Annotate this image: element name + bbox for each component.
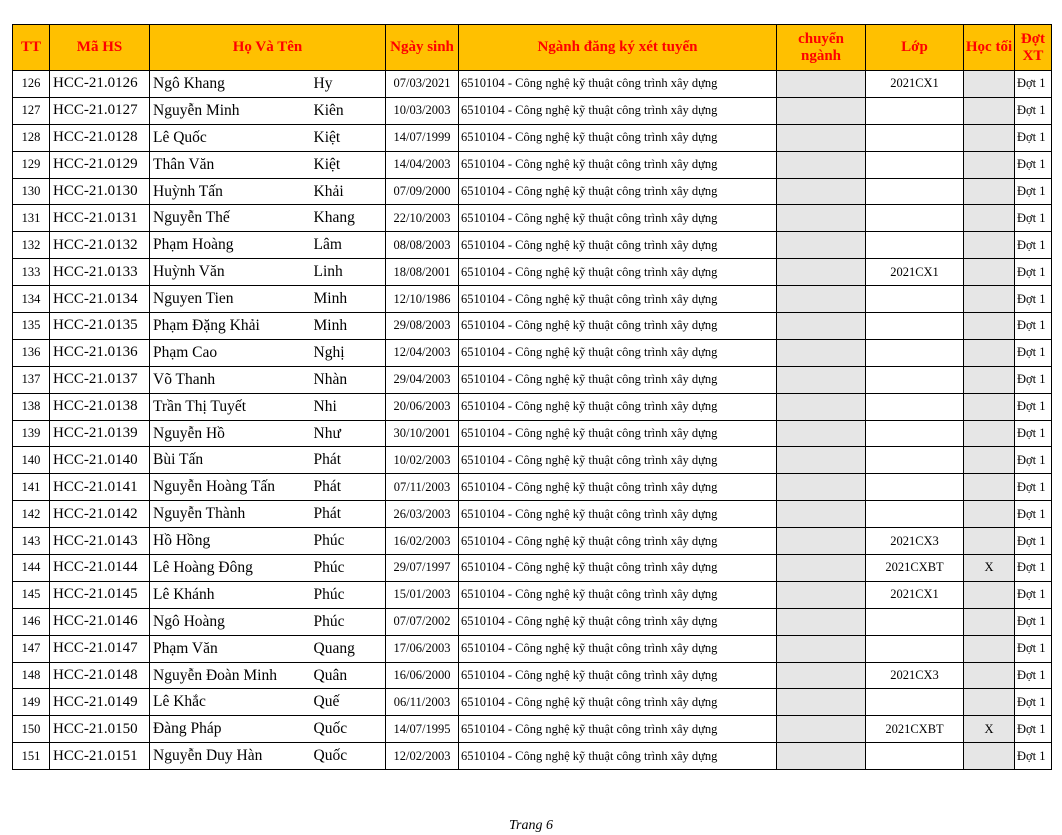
cell-hoc-toi (964, 420, 1015, 447)
cell-ho: Huỳnh Tấn (150, 178, 312, 205)
cell-hoc-toi (964, 151, 1015, 178)
table-row (13, 662, 1052, 689)
cell-tt: 145 (13, 581, 50, 608)
cell-dot-xt: Đợt 1 (1015, 635, 1052, 662)
cell-lop (866, 286, 964, 313)
cell-ma-hs: HCC-21.0147 (50, 635, 150, 662)
cell-ma-hs: HCC-21.0139 (50, 420, 150, 447)
cell-dot-xt: Đợt 1 (1015, 662, 1052, 689)
cell-nganh: 6510104 - Công nghệ kỹ thuật công trình xây dựng (459, 124, 777, 151)
cell-lop: 2021CXBT (866, 716, 964, 743)
header-chuyen-nganh: chuyển ngành (777, 25, 866, 71)
cell-tt: 144 (13, 555, 50, 582)
cell-dot-xt: Đợt 1 (1015, 555, 1052, 582)
cell-hoc-toi (964, 313, 1015, 340)
cell-ten: Kiệt (312, 151, 386, 178)
table-row (13, 259, 1052, 286)
cell-ho: Lê Quốc (150, 124, 312, 151)
cell-chuyen-nganh (777, 178, 866, 205)
cell-dot-xt: Đợt 1 (1015, 124, 1052, 151)
cell-tt: 143 (13, 528, 50, 555)
cell-hoc-toi (964, 71, 1015, 98)
cell-lop (866, 232, 964, 259)
cell-ten: Như (312, 420, 386, 447)
cell-hoc-toi (964, 339, 1015, 366)
cell-dot-xt: Đợt 1 (1015, 151, 1052, 178)
cell-dot-xt: Đợt 1 (1015, 474, 1052, 501)
header-dot-xt: Đợt XT (1015, 25, 1052, 71)
cell-ngay-sinh: 07/09/2000 (386, 178, 459, 205)
cell-lop (866, 743, 964, 770)
cell-chuyen-nganh (777, 420, 866, 447)
cell-lop (866, 689, 964, 716)
cell-ten: Khải (312, 178, 386, 205)
cell-nganh: 6510104 - Công nghệ kỹ thuật công trình xây dựng (459, 366, 777, 393)
cell-ma-hs: HCC-21.0130 (50, 178, 150, 205)
cell-tt: 130 (13, 178, 50, 205)
cell-tt: 131 (13, 205, 50, 232)
cell-ho: Huỳnh Văn (150, 259, 312, 286)
cell-dot-xt: Đợt 1 (1015, 71, 1052, 98)
cell-chuyen-nganh (777, 339, 866, 366)
cell-ngay-sinh: 14/04/2003 (386, 151, 459, 178)
cell-lop (866, 339, 964, 366)
cell-chuyen-nganh (777, 716, 866, 743)
cell-ngay-sinh: 29/07/1997 (386, 555, 459, 582)
cell-ho: Nguyễn Thế (150, 205, 312, 232)
cell-ma-hs: HCC-21.0151 (50, 743, 150, 770)
cell-dot-xt: Đợt 1 (1015, 339, 1052, 366)
cell-ten: Nhàn (312, 366, 386, 393)
cell-tt: 133 (13, 259, 50, 286)
cell-hoc-toi: X (964, 716, 1015, 743)
header-ma-hs: Mã HS (50, 25, 150, 71)
cell-ten: Kiệt (312, 124, 386, 151)
cell-hoc-toi (964, 528, 1015, 555)
cell-ma-hs: HCC-21.0131 (50, 205, 150, 232)
cell-chuyen-nganh (777, 259, 866, 286)
cell-nganh: 6510104 - Công nghệ kỹ thuật công trình xây dựng (459, 528, 777, 555)
cell-ten: Khang (312, 205, 386, 232)
cell-nganh: 6510104 - Công nghệ kỹ thuật công trình xây dựng (459, 608, 777, 635)
table-row (13, 71, 1052, 98)
cell-lop (866, 366, 964, 393)
cell-tt: 150 (13, 716, 50, 743)
cell-hoc-toi (964, 662, 1015, 689)
cell-dot-xt: Đợt 1 (1015, 743, 1052, 770)
cell-chuyen-nganh (777, 581, 866, 608)
cell-nganh: 6510104 - Công nghệ kỹ thuật công trình xây dựng (459, 313, 777, 340)
table-row (13, 124, 1052, 151)
cell-nganh: 6510104 - Công nghệ kỹ thuật công trình xây dựng (459, 286, 777, 313)
cell-ten: Kiên (312, 97, 386, 124)
cell-tt: 149 (13, 689, 50, 716)
cell-hoc-toi (964, 635, 1015, 662)
cell-ho: Lê Khắc (150, 689, 312, 716)
header-nganh: Ngành đăng ký xét tuyển (459, 25, 777, 71)
cell-ma-hs: HCC-21.0126 (50, 71, 150, 98)
cell-dot-xt: Đợt 1 (1015, 313, 1052, 340)
cell-lop: 2021CXBT (866, 555, 964, 582)
cell-ngay-sinh: 29/08/2003 (386, 313, 459, 340)
cell-chuyen-nganh (777, 393, 866, 420)
cell-lop: 2021CX3 (866, 528, 964, 555)
cell-nganh: 6510104 - Công nghệ kỹ thuật công trình xây dựng (459, 689, 777, 716)
page-footer: Trang 6 (509, 818, 553, 833)
cell-chuyen-nganh (777, 635, 866, 662)
cell-ma-hs: HCC-21.0135 (50, 313, 150, 340)
cell-lop (866, 97, 964, 124)
cell-lop (866, 178, 964, 205)
cell-lop (866, 501, 964, 528)
cell-nganh: 6510104 - Công nghệ kỹ thuật công trình xây dựng (459, 501, 777, 528)
cell-ngay-sinh: 12/10/1986 (386, 286, 459, 313)
cell-ma-hs: HCC-21.0150 (50, 716, 150, 743)
cell-chuyen-nganh (777, 205, 866, 232)
cell-tt: 136 (13, 339, 50, 366)
table-row (13, 447, 1052, 474)
cell-ma-hs: HCC-21.0129 (50, 151, 150, 178)
table-row (13, 608, 1052, 635)
cell-lop (866, 474, 964, 501)
cell-tt: 126 (13, 71, 50, 98)
cell-dot-xt: Đợt 1 (1015, 608, 1052, 635)
cell-tt: 128 (13, 124, 50, 151)
table-row (13, 555, 1052, 582)
cell-hoc-toi (964, 743, 1015, 770)
cell-ma-hs: HCC-21.0133 (50, 259, 150, 286)
cell-chuyen-nganh (777, 743, 866, 770)
cell-dot-xt: Đợt 1 (1015, 528, 1052, 555)
cell-ten: Minh (312, 286, 386, 313)
cell-nganh: 6510104 - Công nghệ kỹ thuật công trình xây dựng (459, 555, 777, 582)
cell-ten: Minh (312, 313, 386, 340)
cell-ho: Lê Khánh (150, 581, 312, 608)
cell-tt: 148 (13, 662, 50, 689)
cell-ho: Nguyễn Duy Hàn (150, 743, 312, 770)
cell-ten: Linh (312, 259, 386, 286)
cell-ten: Phúc (312, 608, 386, 635)
cell-ten: Nhi (312, 393, 386, 420)
cell-chuyen-nganh (777, 447, 866, 474)
cell-ngay-sinh: 14/07/1999 (386, 124, 459, 151)
cell-chuyen-nganh (777, 124, 866, 151)
cell-nganh: 6510104 - Công nghệ kỹ thuật công trình xây dựng (459, 232, 777, 259)
cell-ma-hs: HCC-21.0138 (50, 393, 150, 420)
cell-ngay-sinh: 06/11/2003 (386, 689, 459, 716)
cell-tt: 141 (13, 474, 50, 501)
cell-nganh: 6510104 - Công nghệ kỹ thuật công trình xây dựng (459, 635, 777, 662)
cell-ngay-sinh: 07/11/2003 (386, 474, 459, 501)
cell-tt: 137 (13, 366, 50, 393)
cell-nganh: 6510104 - Công nghệ kỹ thuật công trình xây dựng (459, 716, 777, 743)
table-row (13, 474, 1052, 501)
cell-ho: Ngô Khang (150, 71, 312, 98)
cell-chuyen-nganh (777, 97, 866, 124)
cell-ma-hs: HCC-21.0136 (50, 339, 150, 366)
cell-ho: Thân Văn (150, 151, 312, 178)
cell-chuyen-nganh (777, 366, 866, 393)
cell-ngay-sinh: 30/10/2001 (386, 420, 459, 447)
cell-lop (866, 393, 964, 420)
cell-ngay-sinh: 10/02/2003 (386, 447, 459, 474)
cell-hoc-toi (964, 581, 1015, 608)
cell-chuyen-nganh (777, 528, 866, 555)
header-ho-ten: Họ Và Tên (150, 25, 386, 71)
cell-tt: 127 (13, 97, 50, 124)
table-row (13, 501, 1052, 528)
table-row (13, 420, 1052, 447)
cell-lop (866, 635, 964, 662)
cell-lop (866, 420, 964, 447)
cell-dot-xt: Đợt 1 (1015, 232, 1052, 259)
cell-chuyen-nganh (777, 689, 866, 716)
table-row (13, 151, 1052, 178)
cell-lop (866, 151, 964, 178)
cell-nganh: 6510104 - Công nghệ kỹ thuật công trình xây dựng (459, 178, 777, 205)
cell-tt: 140 (13, 447, 50, 474)
cell-nganh: 6510104 - Công nghệ kỹ thuật công trình xây dựng (459, 420, 777, 447)
cell-hoc-toi (964, 393, 1015, 420)
cell-ngay-sinh: 29/04/2003 (386, 366, 459, 393)
cell-ma-hs: HCC-21.0137 (50, 366, 150, 393)
cell-lop (866, 205, 964, 232)
cell-nganh: 6510104 - Công nghệ kỹ thuật công trình xây dựng (459, 474, 777, 501)
table-row (13, 339, 1052, 366)
cell-ngay-sinh: 08/08/2003 (386, 232, 459, 259)
cell-hoc-toi (964, 259, 1015, 286)
cell-dot-xt: Đợt 1 (1015, 581, 1052, 608)
table-row (13, 178, 1052, 205)
header-lop: Lớp (866, 25, 964, 71)
cell-tt: 138 (13, 393, 50, 420)
cell-ho: Phạm Cao (150, 339, 312, 366)
cell-ten: Phúc (312, 581, 386, 608)
cell-ten: Quế (312, 689, 386, 716)
cell-ten: Quốc (312, 743, 386, 770)
cell-ho: Nguyễn Hồ (150, 420, 312, 447)
cell-lop (866, 608, 964, 635)
cell-lop: 2021CX3 (866, 662, 964, 689)
cell-nganh: 6510104 - Công nghệ kỹ thuật công trình xây dựng (459, 205, 777, 232)
cell-ngay-sinh: 26/03/2003 (386, 501, 459, 528)
cell-ngay-sinh: 17/06/2003 (386, 635, 459, 662)
cell-chuyen-nganh (777, 286, 866, 313)
cell-ho: Phạm Văn (150, 635, 312, 662)
cell-tt: 135 (13, 313, 50, 340)
cell-ngay-sinh: 07/03/2021 (386, 71, 459, 98)
cell-hoc-toi (964, 97, 1015, 124)
cell-tt: 132 (13, 232, 50, 259)
cell-ma-hs: HCC-21.0145 (50, 581, 150, 608)
cell-ma-hs: HCC-21.0132 (50, 232, 150, 259)
cell-ten: Quốc (312, 716, 386, 743)
header-row (13, 25, 1052, 71)
cell-hoc-toi (964, 286, 1015, 313)
cell-ngay-sinh: 16/02/2003 (386, 528, 459, 555)
cell-ma-hs: HCC-21.0134 (50, 286, 150, 313)
cell-ma-hs: HCC-21.0146 (50, 608, 150, 635)
table-row (13, 97, 1052, 124)
table-row (13, 393, 1052, 420)
table-row (13, 716, 1052, 743)
cell-dot-xt: Đợt 1 (1015, 716, 1052, 743)
table-row (13, 635, 1052, 662)
cell-ten: Nghị (312, 339, 386, 366)
cell-nganh: 6510104 - Công nghệ kỹ thuật công trình xây dựng (459, 662, 777, 689)
cell-chuyen-nganh (777, 555, 866, 582)
cell-lop: 2021CX1 (866, 71, 964, 98)
header-hoc-toi: Học tối (964, 25, 1015, 71)
cell-chuyen-nganh (777, 151, 866, 178)
table-row (13, 581, 1052, 608)
cell-dot-xt: Đợt 1 (1015, 286, 1052, 313)
cell-ma-hs: HCC-21.0143 (50, 528, 150, 555)
cell-chuyen-nganh (777, 608, 866, 635)
cell-ngay-sinh: 12/02/2003 (386, 743, 459, 770)
cell-dot-xt: Đợt 1 (1015, 447, 1052, 474)
cell-chuyen-nganh (777, 232, 866, 259)
cell-hoc-toi (964, 474, 1015, 501)
header-tt: TT (13, 25, 50, 71)
cell-tt: 147 (13, 635, 50, 662)
cell-ngay-sinh: 15/01/2003 (386, 581, 459, 608)
cell-ho: Phạm Hoàng (150, 232, 312, 259)
cell-lop: 2021CX1 (866, 259, 964, 286)
cell-lop (866, 313, 964, 340)
cell-tt: 134 (13, 286, 50, 313)
cell-ho: Nguyen Tien (150, 286, 312, 313)
cell-hoc-toi (964, 178, 1015, 205)
cell-dot-xt: Đợt 1 (1015, 259, 1052, 286)
cell-ten: Phúc (312, 528, 386, 555)
cell-chuyen-nganh (777, 662, 866, 689)
cell-ma-hs: HCC-21.0127 (50, 97, 150, 124)
cell-ho: Trần Thị Tuyết (150, 393, 312, 420)
cell-ngay-sinh: 20/06/2003 (386, 393, 459, 420)
cell-dot-xt: Đợt 1 (1015, 97, 1052, 124)
cell-hoc-toi (964, 608, 1015, 635)
cell-ten: Lâm (312, 232, 386, 259)
cell-nganh: 6510104 - Công nghệ kỹ thuật công trình xây dựng (459, 151, 777, 178)
cell-nganh: 6510104 - Công nghệ kỹ thuật công trình xây dựng (459, 259, 777, 286)
cell-ma-hs: HCC-21.0141 (50, 474, 150, 501)
cell-nganh: 6510104 - Công nghệ kỹ thuật công trình xây dựng (459, 97, 777, 124)
table-row (13, 232, 1052, 259)
cell-hoc-toi (964, 205, 1015, 232)
cell-hoc-toi (964, 366, 1015, 393)
cell-lop: 2021CX1 (866, 581, 964, 608)
table-row (13, 205, 1052, 232)
cell-dot-xt: Đợt 1 (1015, 501, 1052, 528)
cell-ngay-sinh: 10/03/2003 (386, 97, 459, 124)
cell-ho: Bùi Tấn (150, 447, 312, 474)
cell-dot-xt: Đợt 1 (1015, 205, 1052, 232)
cell-ngay-sinh: 18/08/2001 (386, 259, 459, 286)
cell-lop (866, 447, 964, 474)
header-ngay-sinh: Ngày sinh (386, 25, 459, 71)
cell-nganh: 6510104 - Công nghệ kỹ thuật công trình xây dựng (459, 743, 777, 770)
cell-ngay-sinh: 16/06/2000 (386, 662, 459, 689)
cell-dot-xt: Đợt 1 (1015, 689, 1052, 716)
cell-ma-hs: HCC-21.0142 (50, 501, 150, 528)
cell-nganh: 6510104 - Công nghệ kỹ thuật công trình xây dựng (459, 393, 777, 420)
cell-ma-hs: HCC-21.0148 (50, 662, 150, 689)
cell-dot-xt: Đợt 1 (1015, 366, 1052, 393)
cell-ten: Hy (312, 71, 386, 98)
cell-tt: 129 (13, 151, 50, 178)
table-row (13, 528, 1052, 555)
cell-ho: Ngô Hoàng (150, 608, 312, 635)
cell-dot-xt: Đợt 1 (1015, 178, 1052, 205)
table-row (13, 689, 1052, 716)
cell-ho: Nguyễn Thành (150, 501, 312, 528)
cell-hoc-toi (964, 501, 1015, 528)
cell-ho: Đàng Pháp (150, 716, 312, 743)
cell-dot-xt: Đợt 1 (1015, 393, 1052, 420)
table-row (13, 743, 1052, 770)
cell-ngay-sinh: 12/04/2003 (386, 339, 459, 366)
cell-ngay-sinh: 14/07/1995 (386, 716, 459, 743)
cell-hoc-toi (964, 124, 1015, 151)
cell-tt: 142 (13, 501, 50, 528)
cell-nganh: 6510104 - Công nghệ kỹ thuật công trình xây dựng (459, 447, 777, 474)
cell-chuyen-nganh (777, 474, 866, 501)
cell-hoc-toi (964, 447, 1015, 474)
cell-nganh: 6510104 - Công nghệ kỹ thuật công trình xây dựng (459, 339, 777, 366)
cell-ho: Phạm Đặng Khải (150, 313, 312, 340)
cell-ten: Phúc (312, 555, 386, 582)
cell-ho: Nguyễn Hoàng Tấn (150, 474, 312, 501)
student-table (12, 24, 1052, 770)
cell-dot-xt: Đợt 1 (1015, 420, 1052, 447)
cell-nganh: 6510104 - Công nghệ kỹ thuật công trình xây dựng (459, 581, 777, 608)
cell-ma-hs: HCC-21.0140 (50, 447, 150, 474)
cell-lop (866, 124, 964, 151)
cell-ngay-sinh: 07/07/2002 (386, 608, 459, 635)
cell-ho: Nguyễn Đoàn Minh (150, 662, 312, 689)
cell-ngay-sinh: 22/10/2003 (386, 205, 459, 232)
cell-ma-hs: HCC-21.0149 (50, 689, 150, 716)
table-row (13, 313, 1052, 340)
cell-tt: 139 (13, 420, 50, 447)
cell-ten: Phát (312, 474, 386, 501)
cell-chuyen-nganh (777, 71, 866, 98)
cell-hoc-toi (964, 689, 1015, 716)
cell-ten: Phát (312, 501, 386, 528)
cell-ho: Võ Thanh (150, 366, 312, 393)
cell-ma-hs: HCC-21.0128 (50, 124, 150, 151)
table-row (13, 366, 1052, 393)
cell-tt: 151 (13, 743, 50, 770)
cell-hoc-toi: X (964, 555, 1015, 582)
cell-nganh: 6510104 - Công nghệ kỹ thuật công trình xây dựng (459, 71, 777, 98)
cell-ho: Nguyễn Minh (150, 97, 312, 124)
cell-hoc-toi (964, 232, 1015, 259)
cell-ho: Hồ Hồng (150, 528, 312, 555)
cell-chuyen-nganh (777, 501, 866, 528)
cell-ma-hs: HCC-21.0144 (50, 555, 150, 582)
cell-ten: Quân (312, 662, 386, 689)
cell-chuyen-nganh (777, 313, 866, 340)
cell-ten: Quang (312, 635, 386, 662)
cell-tt: 146 (13, 608, 50, 635)
cell-ten: Phát (312, 447, 386, 474)
table-row (13, 286, 1052, 313)
cell-ho: Lê Hoàng Đông (150, 555, 312, 582)
